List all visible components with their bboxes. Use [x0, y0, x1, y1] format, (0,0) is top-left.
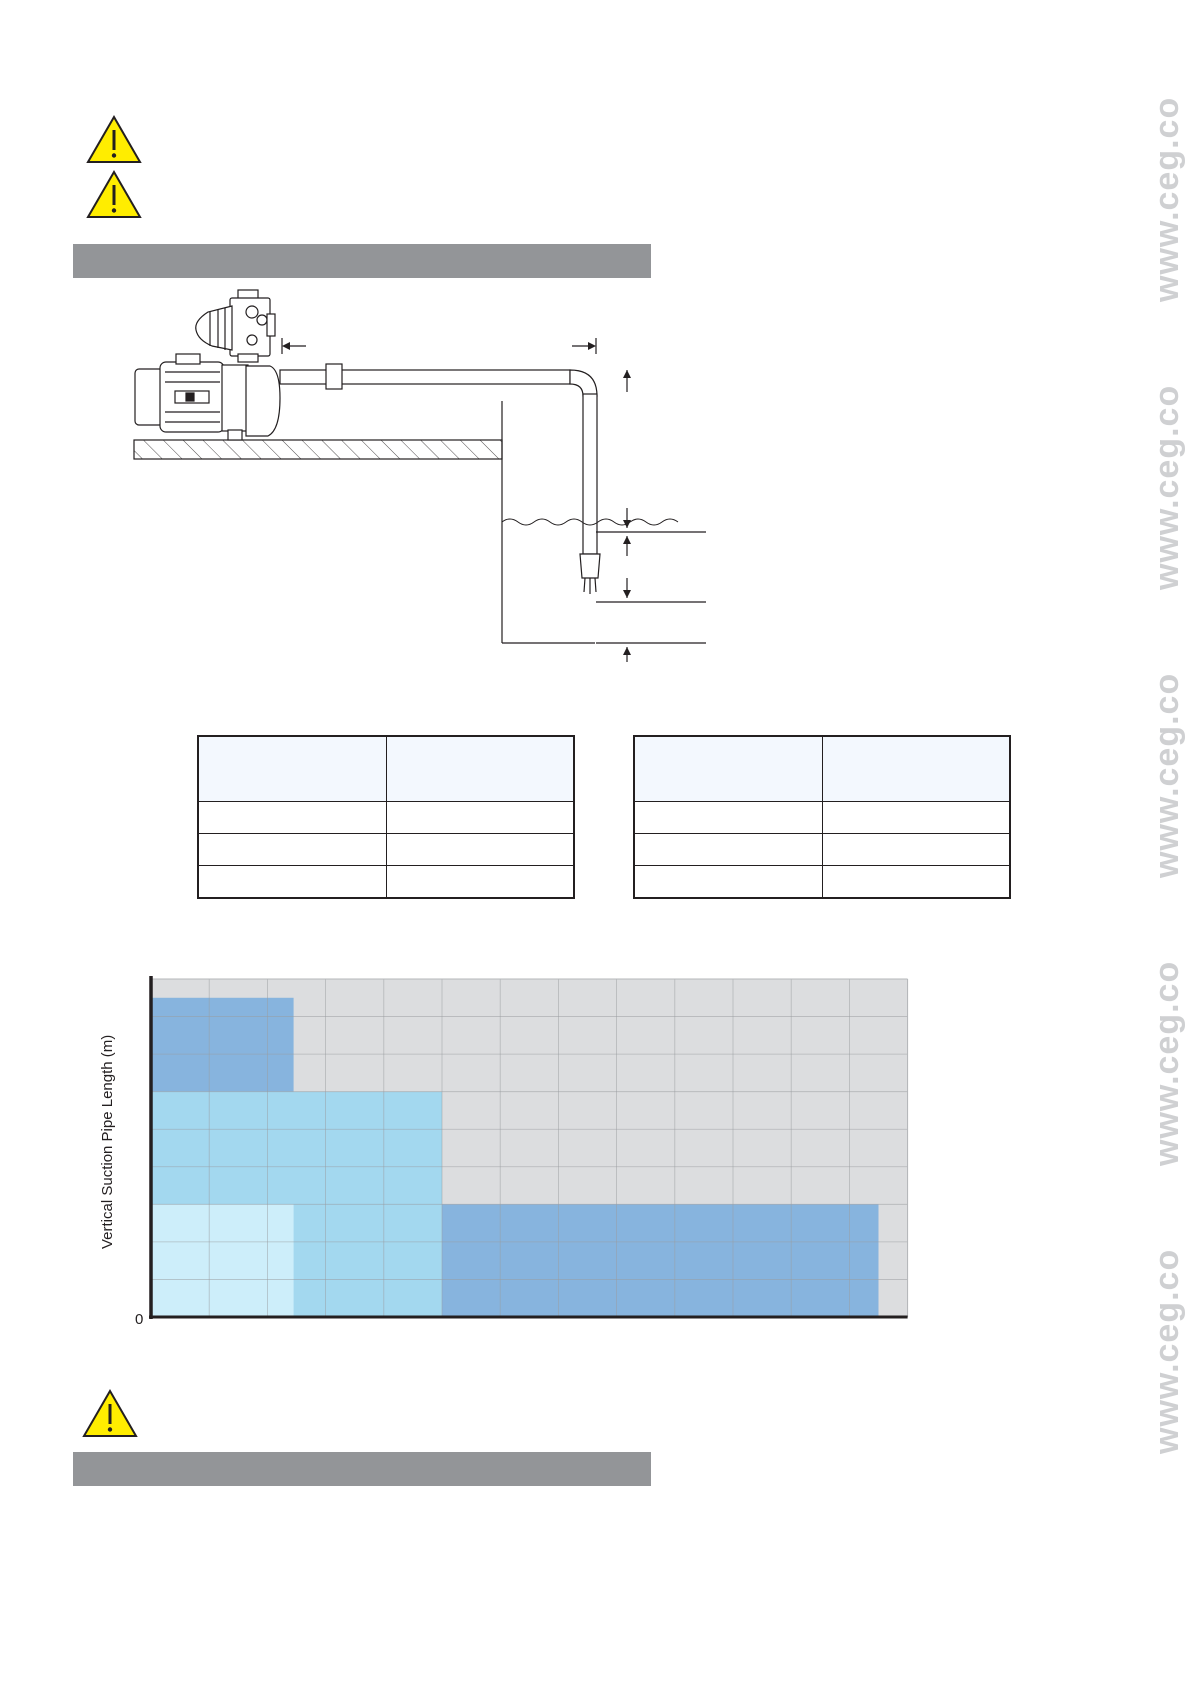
zone-dark-upper — [151, 998, 294, 1092]
table-cell — [386, 866, 574, 899]
zone-light — [151, 1204, 294, 1317]
table-cell — [634, 736, 822, 802]
pump-installation-diagram — [130, 282, 710, 662]
zone-dark-lower — [442, 1204, 879, 1317]
table-header-row — [634, 736, 1010, 802]
table-cell — [198, 802, 386, 834]
spec-table-left — [197, 735, 575, 899]
table-row — [198, 866, 574, 899]
table-cell — [634, 834, 822, 866]
pump-motor — [135, 354, 280, 440]
ground-slab — [134, 440, 502, 459]
table-row — [198, 834, 574, 866]
table-cell — [198, 866, 386, 899]
warning-icon — [82, 1389, 138, 1439]
tank-walls — [502, 401, 595, 643]
table-cell — [822, 834, 1010, 866]
table-row — [634, 866, 1010, 899]
warning-icon — [86, 170, 142, 220]
table-cell — [822, 802, 1010, 834]
table-cell — [634, 866, 822, 899]
pressure-controller — [196, 290, 275, 362]
spec-table-right — [633, 735, 1011, 899]
table-header-row — [198, 736, 574, 802]
table-row — [634, 834, 1010, 866]
chart-origin-label: 0 — [135, 1311, 144, 1328]
suction-pipe — [280, 364, 600, 594]
table-cell — [822, 866, 1010, 899]
warning-icon — [86, 115, 142, 165]
dimension-lines — [282, 338, 706, 662]
table-cell — [198, 834, 386, 866]
section-header-bar — [73, 244, 651, 278]
table-cell — [198, 736, 386, 802]
table-cell — [386, 736, 574, 802]
table-cell — [386, 834, 574, 866]
table-cell — [822, 736, 1010, 802]
section-header-bar — [73, 1452, 651, 1486]
table-cell — [386, 802, 574, 834]
suction-chart — [145, 975, 910, 1323]
table-row — [634, 802, 1010, 834]
table-cell — [634, 802, 822, 834]
table-row — [198, 802, 574, 834]
